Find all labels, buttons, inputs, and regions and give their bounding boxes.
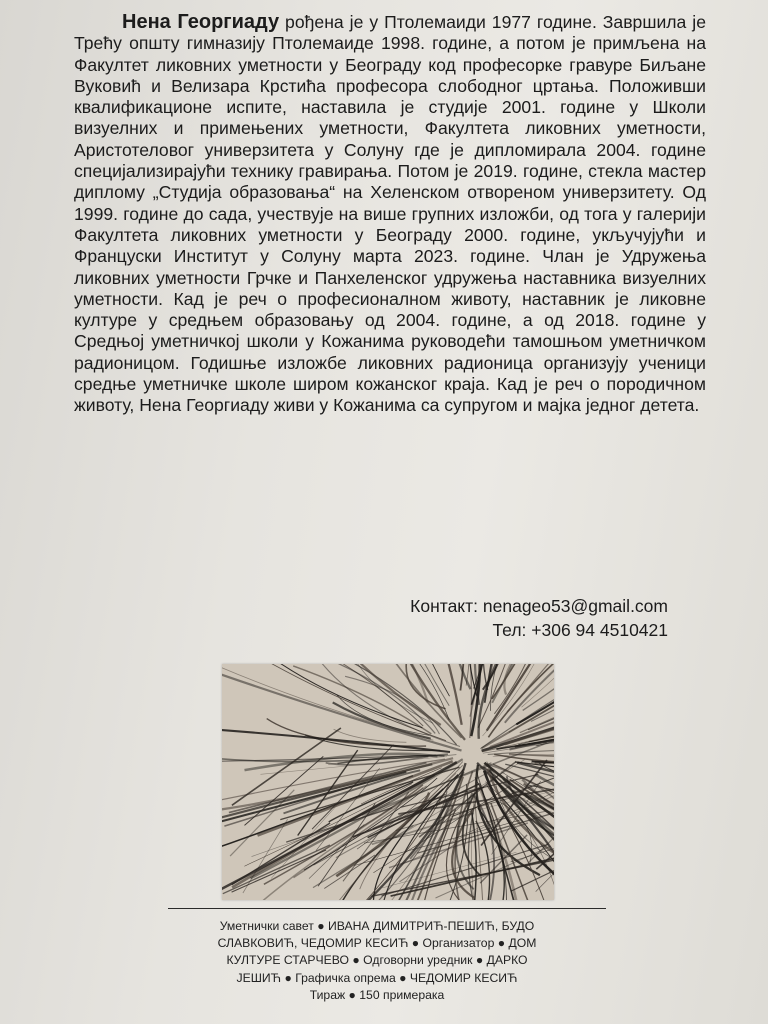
artist-name: Нена Георгиаду: [122, 11, 280, 33]
engraving-stroke: [284, 770, 421, 813]
engraving-artwork: [222, 664, 554, 900]
contact-phone: Тел: +306 94 4510421: [492, 620, 668, 640]
credits-line-4: ЈЕШИЋ ● Графичка опрема ● ЧЕДОМИР КЕСИЋ: [236, 970, 518, 985]
credits-line-3: КУЛТУРЕ СТАРЧЕВО ● Одговорни уредник ● ДАРКО: [226, 953, 528, 968]
contact-block: [320, 594, 668, 642]
credits-line-2: СЛАВКОВИЋ, ЧЕДОМИР КЕСИЋ ● Организатор ● ДОМ: [217, 936, 537, 951]
engraving-stroke: [474, 795, 494, 900]
engraving-stroke: [492, 664, 554, 703]
divider-line: [168, 908, 606, 909]
credits-block: [180, 918, 574, 1004]
engraving-stroke: [331, 664, 449, 706]
biography-text: рођена је у Птолемаиди 1977 године. Завршила је Трећу општу гимназију Птолемаиде 1998. године, а потом је примљена на Факултет ликовних уметности у Београду код професорке гравуре Биљане Вуковић и Велизара Крстића професора слободног цртања. Положивши квалификационе испите, наставила је студије 2001. године у Школи визуелних и примењених уметности, Факултета ликовних уметности, Аристотеловог универзитета у Солуну где је дипломирала 2004. године специјализирајући технику гравирања. Потом је 2019. године, стекла мастер диплому „Студија образовања“ на Хеленском отвореном универзитету. Од 1999. године до сада, учествује на више групних изложби, од тога у галерији Факултета ликовних уметности у Београду 2000. године, укључујући и Француски Институт у Солуну марта 2023. године. Члан је Удружења ликовних уметности Грчке и Панхеленског удружења наставника визуелних уметности. Кад је реч о професионалном животу, наставник је ликовне културе у средњем образовању од 2004. године, а од 2018. године у Средњој уметничкој школи у Кожанима руководећи тамошњом уметничком радионицом. Годишње изложбе ликовних радионица организују ученици средње уметничке школе широм кожанског краја. Кад је реч о породичном животу, Нена Георгиаду живи у Кожанима са супругом и мајка једног детета.: [74, 12, 706, 416]
engraving-hatch: [232, 850, 327, 892]
credits-line-5: Тираж ● 150 примерака: [309, 987, 445, 1002]
biography-paragraph: [74, 12, 706, 417]
credits-line-1: Уметнички савет ● ИВАНА ДИМИТРИЋ-ПЕШИЋ, БУДО: [219, 919, 535, 933]
engraving-strokes: [222, 664, 554, 900]
contact-email: Контакт: nenageo53@gmail.com: [410, 596, 668, 616]
